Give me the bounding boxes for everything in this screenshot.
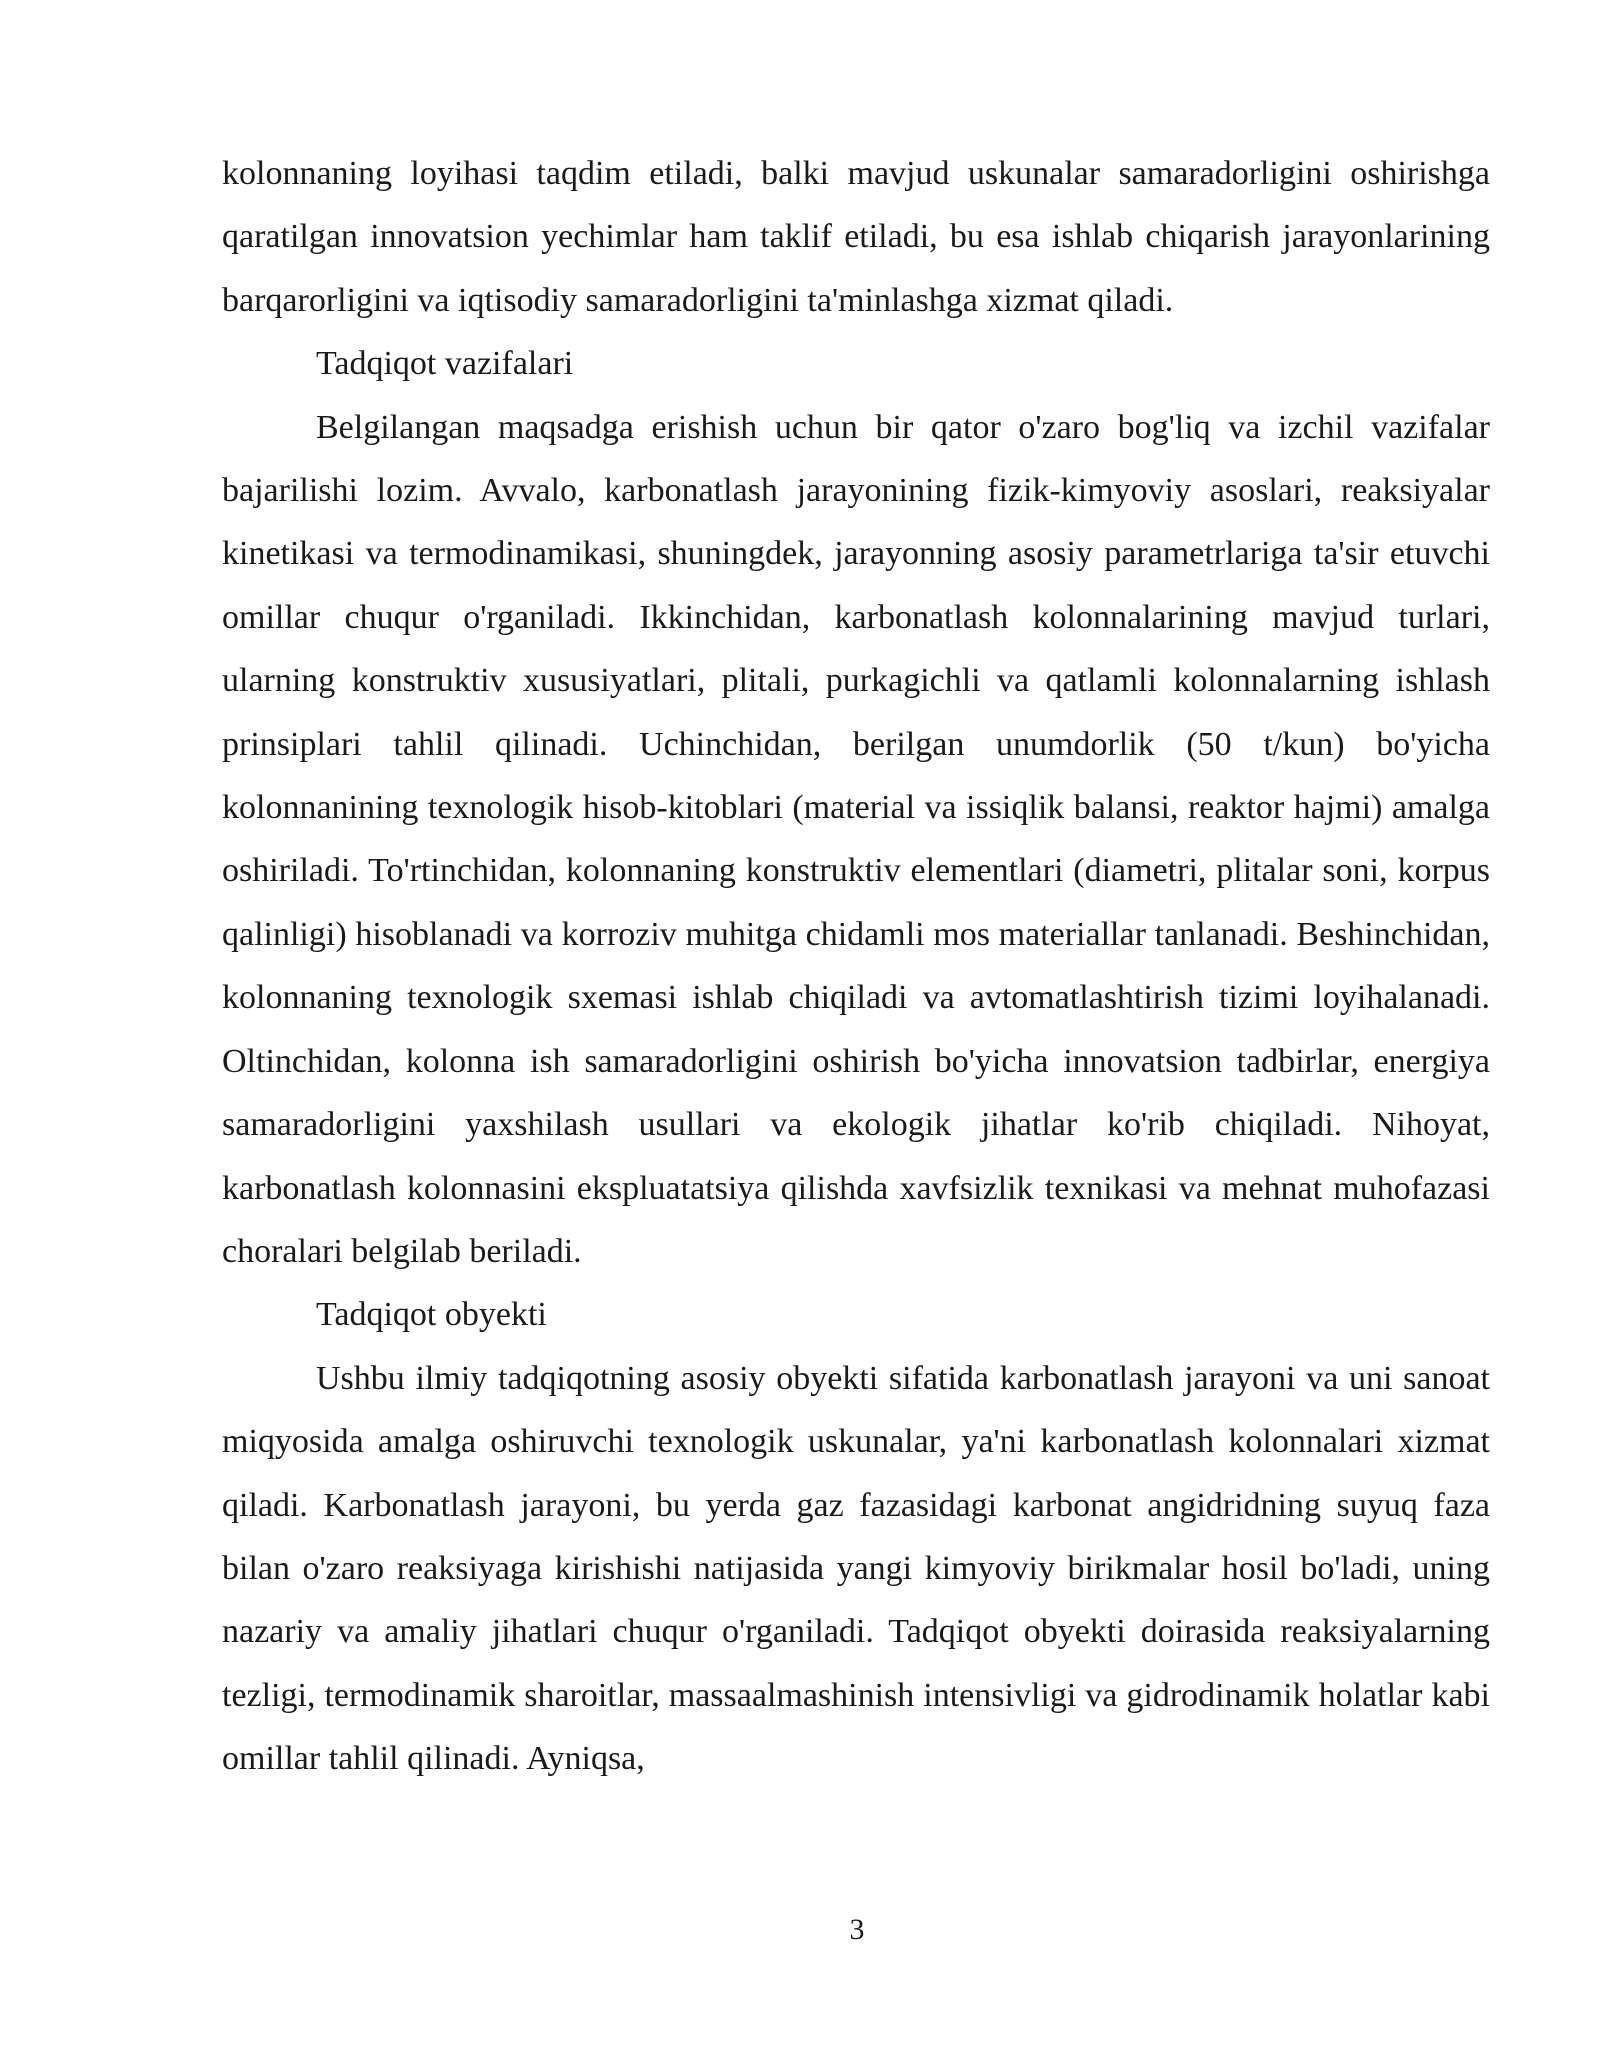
- page-number: 3: [849, 1913, 865, 1946]
- heading-research-object: Tadqiqot obyekti: [316, 1296, 547, 1334]
- paragraph-research-object: Ushbu ilmiy tadqiqotning asosiy obyekti sifatida karbonatlash jarayoni va uni sanoat miqyosida amalga oshiruvchi texnologik uskunalar, ya'ni karbonatlash kolonnalari xizmat qiladi. Karbonatlash jarayoni, bu yerda gaz fazasidagi karbonat angidridning suyuq faza bilan o'zaro reaksiyaga kirishishi natijasida yangi kimyoviy birikmalar hosil bo'ladi, uning nazariy va amaliy jihatlari chuqur o'rganiladi. Tadqiqot obyekti doirasida reaksiyalarning tezligi, termodinamik sharoitlar, massaalmashinish intensivligi va gidrodinamik holatlar kabi omillar tahlil qilinadi. Ayniqsa,: [222, 1359, 1490, 1778]
- page-body: [222, 142, 1490, 1791]
- paragraph-research-tasks: Belgilangan maqsadga erishish uchun bir qator o'zaro bog'liq va izchil vazifalar bajarilishi lozim. Avvalo, karbonatlash jarayonining fizik-kimyoviy asoslari, reaksiyalar kinetikasi va termodinamikasi, shuningdek, jarayonning asosiy parametrlariga ta'sir etuvchi omillar chuqur o'rganiladi. Ikkinchidan, karbonatlash kolonnalarining mavjud turlari, ularning konstruktiv xususiyatlari, plitali, purkagichli va qatlamli kolonnalarning ishlash prinsiplari tahlil qilinadi. Uchinchidan, berilgan unumdorlik (50 t/kun) bo'yicha kolonnanining texnologik hisob-kitoblari (material va issiqlik balansi, reaktor hajmi) amalga oshiriladi. To'rtinchidan, kolonnaning konstruktiv elementlari (diametri, plitalar soni, korpus qalinligi) hisoblanadi va korroziv muhitga chidamli mos materiallar tanlanadi. Beshinchidan, kolonnaning texnologik sxemasi ishlab chiqiladi va avtomatlashtirish tizimi loyihalanadi. Oltinchidan, kolonna ish samaradorligini oshirish bo'yicha innovatsion tadbirlar, energiya samaradorligini yaxshilash usullari va ekologik jihatlar ko'rib chiqiladi. Nihoyat, karbonatlash kolonnasini ekspluatatsiya qilishda xavfsizlik texnikasi va mehnat muhofazasi choralari belgilab beriladi.: [222, 408, 1490, 1270]
- heading-research-tasks: Tadqiqot vazifalari: [316, 345, 574, 383]
- paragraph-continued: kolonnaning loyihasi taqdim etiladi, balki mavjud uskunalar samaradorligini oshirishga qaratilgan innovatsion yechimlar ham taklif etiladi, bu esa ishlab chiqarish jarayonlarining barqarorligini va iqtisodiy samaradorligini ta'minlashga xizmat qiladi.: [222, 155, 1490, 319]
